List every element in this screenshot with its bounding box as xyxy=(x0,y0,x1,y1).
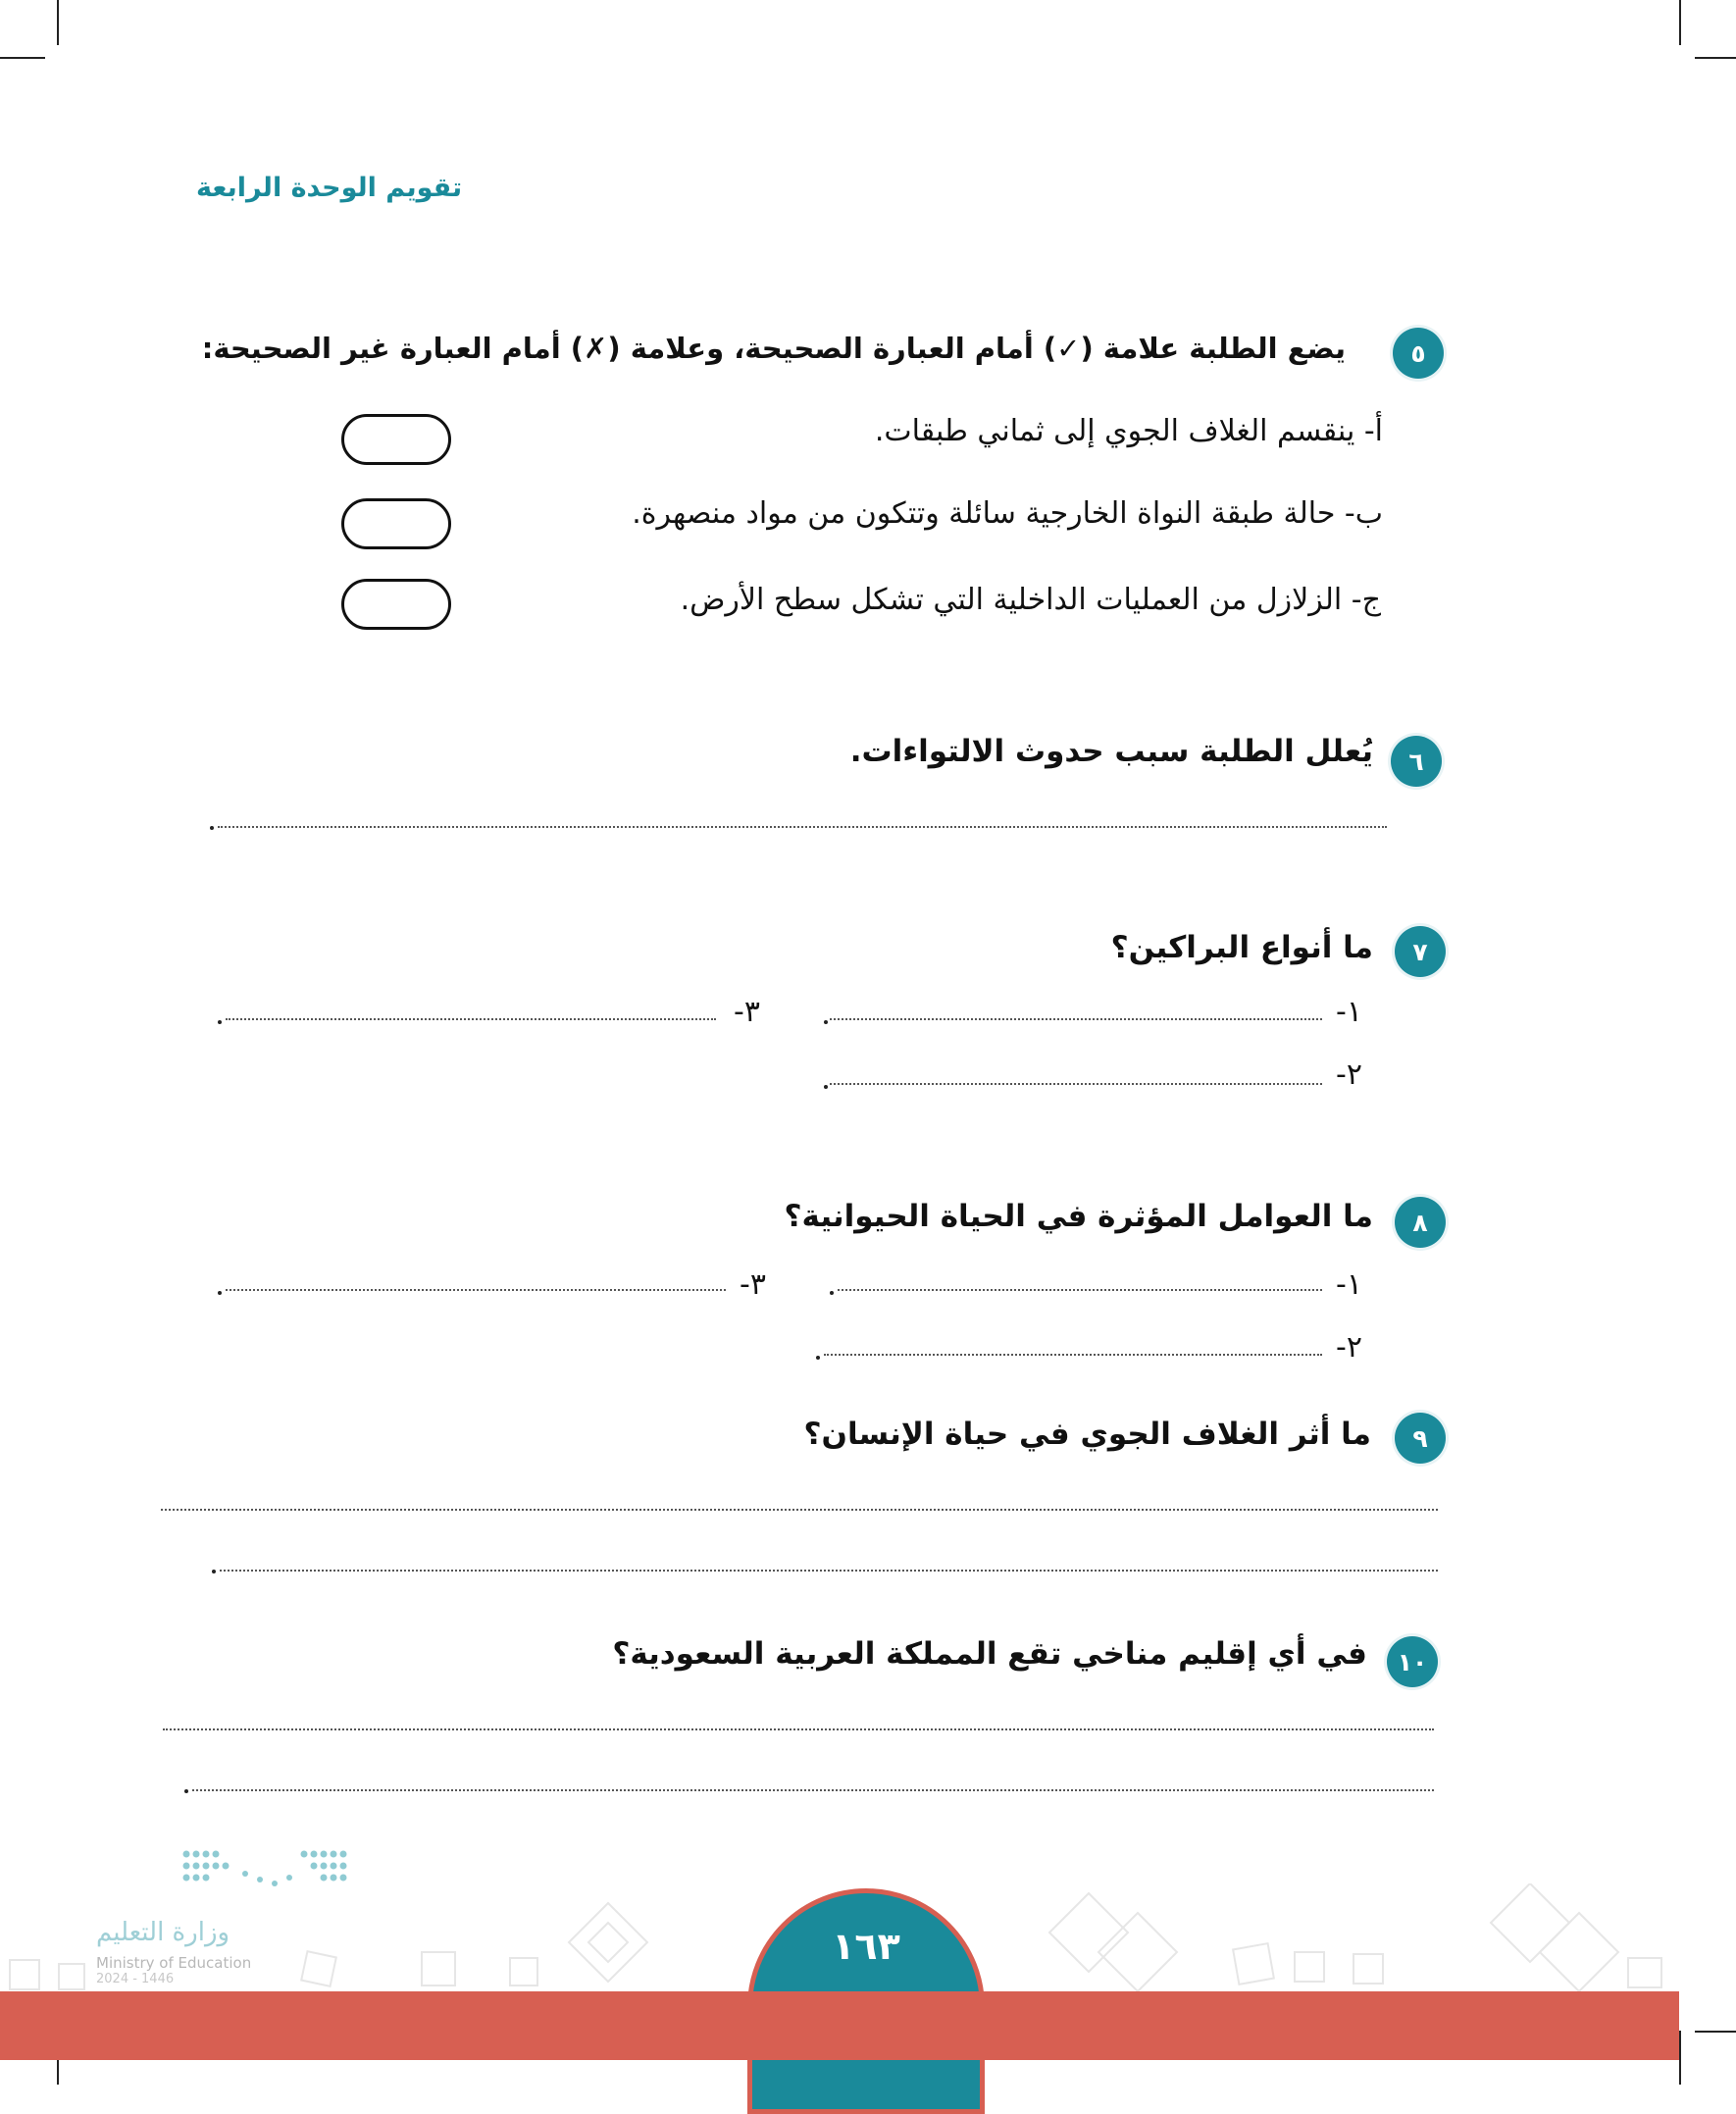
crop-mark xyxy=(1695,2031,1736,2033)
question-number-9: ٩ xyxy=(1395,1413,1446,1464)
answer-line[interactable] xyxy=(824,1350,1322,1356)
answer-box-a[interactable] xyxy=(341,414,451,465)
crop-mark xyxy=(1695,57,1736,59)
question-8-prompt: ما العوامل المؤثرة في الحياة الحيوانية؟ xyxy=(784,1199,1373,1234)
page-number: ١٦٣ xyxy=(832,1925,900,1968)
answer-label-3: ٣- xyxy=(734,995,760,1029)
line-end-dot xyxy=(830,1291,834,1295)
question-5-prompt: يضع الطلبة علامة (✓) أمام العبارة الصحيحة، وعلامة (✗) أمام العبارة غير الصحيحة: xyxy=(201,332,1346,365)
answer-box-c[interactable] xyxy=(341,579,451,630)
line-end-dot xyxy=(218,1020,222,1024)
edition-year: 2024 - 1446 xyxy=(96,1972,175,1986)
question-number-7: ٧ xyxy=(1395,926,1446,977)
ministry-logo-icon xyxy=(177,1844,353,1903)
crop-mark xyxy=(0,57,45,59)
line-end-dot xyxy=(212,1570,216,1573)
answer-box-b[interactable] xyxy=(341,498,451,549)
line-end-dot xyxy=(210,826,214,830)
answer-label-1: ١- xyxy=(1336,995,1362,1029)
answer-line[interactable] xyxy=(218,822,1387,828)
answer-line[interactable] xyxy=(163,1725,1434,1730)
crop-mark xyxy=(1679,2031,1681,2085)
question-7-prompt: ما أنواع البراكين؟ xyxy=(1110,930,1373,965)
ministry-name-ar: وزارة التعليم xyxy=(96,1918,230,1947)
statement-b: ب- حالة طبقة النواة الخارجية سائلة وتتكون من مواد منصهرة. xyxy=(632,496,1383,531)
line-end-dot xyxy=(816,1356,820,1360)
answer-label-2: ٢- xyxy=(1336,1330,1362,1365)
question-9-prompt: ما أثر الغلاف الجوي في حياة الإنسان؟ xyxy=(803,1417,1371,1452)
question-10-prompt: في أي إقليم مناخي تقع المملكة العربية السعودية؟ xyxy=(612,1636,1367,1672)
crop-mark xyxy=(1679,0,1681,45)
question-number-10: ١٠ xyxy=(1387,1636,1438,1687)
question-number-5: ٥ xyxy=(1393,328,1444,379)
answer-line[interactable] xyxy=(220,1566,1438,1572)
line-end-dot xyxy=(824,1085,828,1089)
footer-bar xyxy=(0,1991,1679,2060)
answer-line[interactable] xyxy=(226,1285,726,1291)
statement-c: ج- الزلازل من العمليات الداخلية التي تشكل سطح الأرض. xyxy=(680,583,1381,617)
question-6-prompt: يُعلل الطلبة سبب حدوث الالتواءات. xyxy=(849,734,1373,769)
answer-line[interactable] xyxy=(838,1285,1322,1291)
line-end-dot xyxy=(824,1020,828,1024)
unit-review-title: تقويم الوحدة الرابعة xyxy=(196,173,463,203)
statement-a: أ- ينقسم الغلاف الجوي إلى ثماني طبقات. xyxy=(874,414,1383,448)
answer-label-3: ٣- xyxy=(740,1267,766,1302)
answer-label-1: ١- xyxy=(1336,1267,1362,1302)
answer-line[interactable] xyxy=(226,1014,716,1020)
answer-label-2: ٢- xyxy=(1336,1057,1362,1092)
answer-line[interactable] xyxy=(161,1505,1438,1511)
line-end-dot xyxy=(184,1789,188,1793)
answer-line[interactable] xyxy=(830,1014,1322,1020)
question-number-6: ٦ xyxy=(1391,736,1442,787)
line-end-dot xyxy=(218,1291,222,1295)
answer-line[interactable] xyxy=(830,1079,1322,1085)
crop-mark xyxy=(57,0,59,45)
question-number-8: ٨ xyxy=(1395,1197,1446,1248)
ministry-name-en: Ministry of Education xyxy=(96,1954,252,1972)
answer-line[interactable] xyxy=(192,1785,1434,1791)
